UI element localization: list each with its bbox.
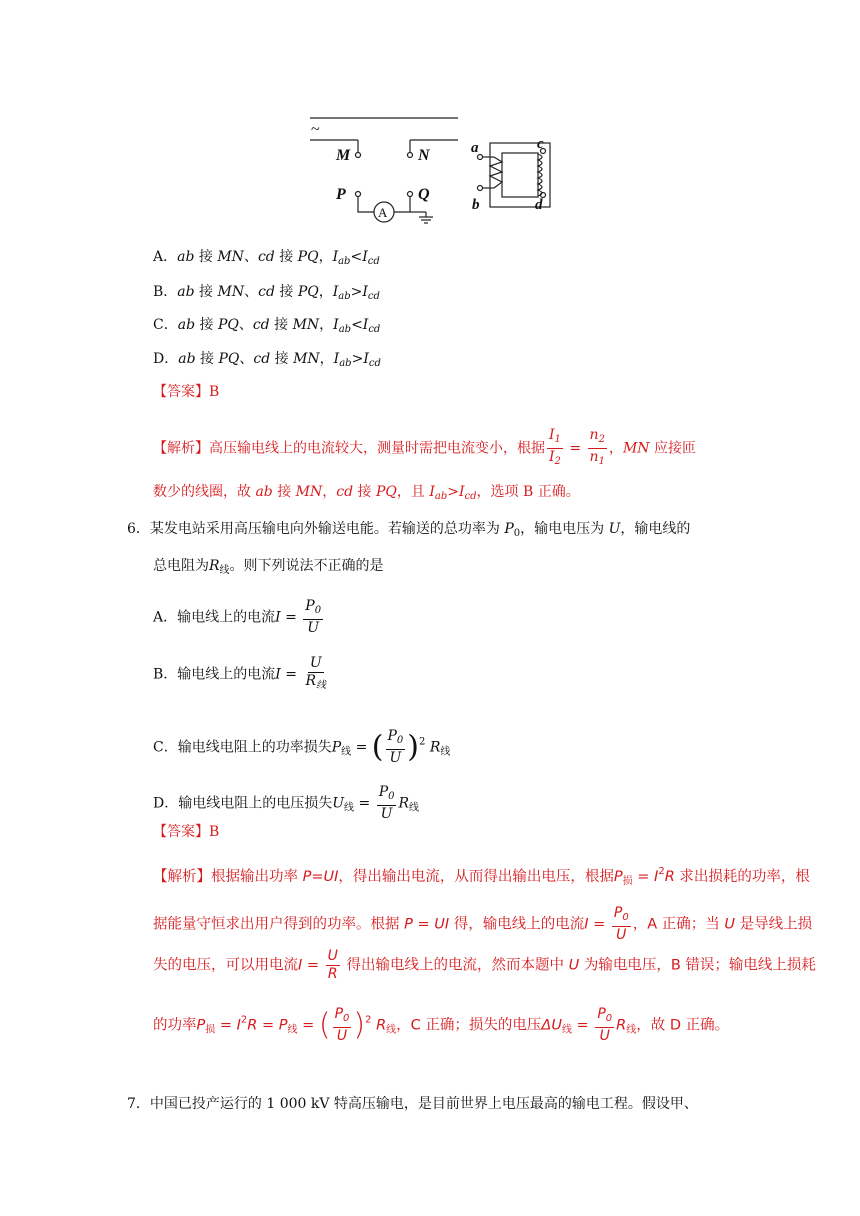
q6-analysis-line2: 据能量守恒求出用户得到的功率。根据 P = UI 得，输电线上的电流I = $\frac{P_0}{U}$ ，A 正确；当 U 是导线上损: [153, 905, 813, 943]
q5-analysis-line2: 数少的线圈，故 ab 接 MN，cd 接 PQ，且 $I_{ab}>I_{cd}$，选项 B 正确。: [153, 484, 580, 502]
q6-answer: 【答案】B: [153, 824, 220, 840]
terminal-b: b: [472, 197, 480, 213]
q5-option-b: B．ab 接 MN、cd 接 PQ，$I_{ab}>I_{cd}$: [153, 284, 380, 302]
q5-option-a: A．ab 接 MN、cd 接 PQ，$I_{ab}<I_{cd}$: [153, 249, 380, 267]
q6-analysis-line3: 失的电压，可以用电流I = $\frac{U}{R}$ 得出输电线上的电流，然而本题中 U 为输电电压，B 错误；输电线上损耗: [153, 948, 816, 982]
ammeter-label: A: [378, 205, 388, 220]
terminal-c: c: [537, 136, 544, 152]
q6-analysis-line1: 【解析】根据输出功率 P=UI，得出输出电流，从而得出输出电压，根据$P_损 = I^2R$ 求出损耗的功率，根: [153, 866, 810, 887]
circuit-figure: [0, 0, 860, 230]
q5-analysis-line1: 【解析】高压输电线上的电流较大，测量时需把电流变小，根据 $\frac{I_1}{I_2}$ = $\frac{n_2}{n_1}$ ，MN 应接匝: [153, 427, 696, 467]
q5-option-d: D．ab 接 PQ、cd 接 MN，$I_{ab}>I_{cd}$: [153, 351, 381, 369]
q6-option-c: C．输电线电阻上的功率损失$P_线$ = ( $\frac{P_0}{U}$ )$^2$ $R_线$: [153, 728, 451, 766]
terminal-M: M: [336, 147, 351, 164]
q5-option-c: C．ab 接 PQ、cd 接 MN，$I_{ab}<I_{cd}$: [153, 317, 381, 335]
ac-tilde: ~: [311, 121, 320, 138]
q5-answer: 【答案】B: [153, 384, 220, 400]
q6-option-b: B．输电线上的电流I = $\frac{U}{R_线}$: [153, 655, 327, 691]
terminal-d: d: [535, 197, 543, 213]
q7-stem: 7．中国已投产运行的 1 000 kV 特高压输电，是目前世界上电压最高的输电工程。假设甲、: [127, 1096, 698, 1112]
q6-stem-line1: 6．某发电站采用高压输电向外输送电能。若输送的总功率为 $P_0$，输电电压为 U，输电线的: [127, 521, 691, 539]
q6-stem-line2: 总电阻为$R_线$。则下列说法不正确的是: [153, 558, 384, 576]
terminal-N: N: [418, 147, 430, 164]
q6-option-a: A．输电线上的电流I = $\frac{P_0}{U}$: [153, 598, 322, 636]
terminal-Q: Q: [418, 186, 430, 203]
terminal-P: P: [336, 186, 346, 203]
terminal-a: a: [471, 140, 479, 156]
q6-analysis-line4: 的功率$P_损 = I^2R = P_线$ = ( $\frac{P_0}{U}$ )$^2$ $R_线$，C 正确；损失的电压$\Delta U_线$ = $\frac{P_0}{U}$ $R_线$，故 D 正确。: [153, 1006, 730, 1044]
q6-option-d: D．输电线电阻上的电压损失$U_线$ = $\frac{P_0}{U}$ $R_线$: [153, 784, 420, 822]
